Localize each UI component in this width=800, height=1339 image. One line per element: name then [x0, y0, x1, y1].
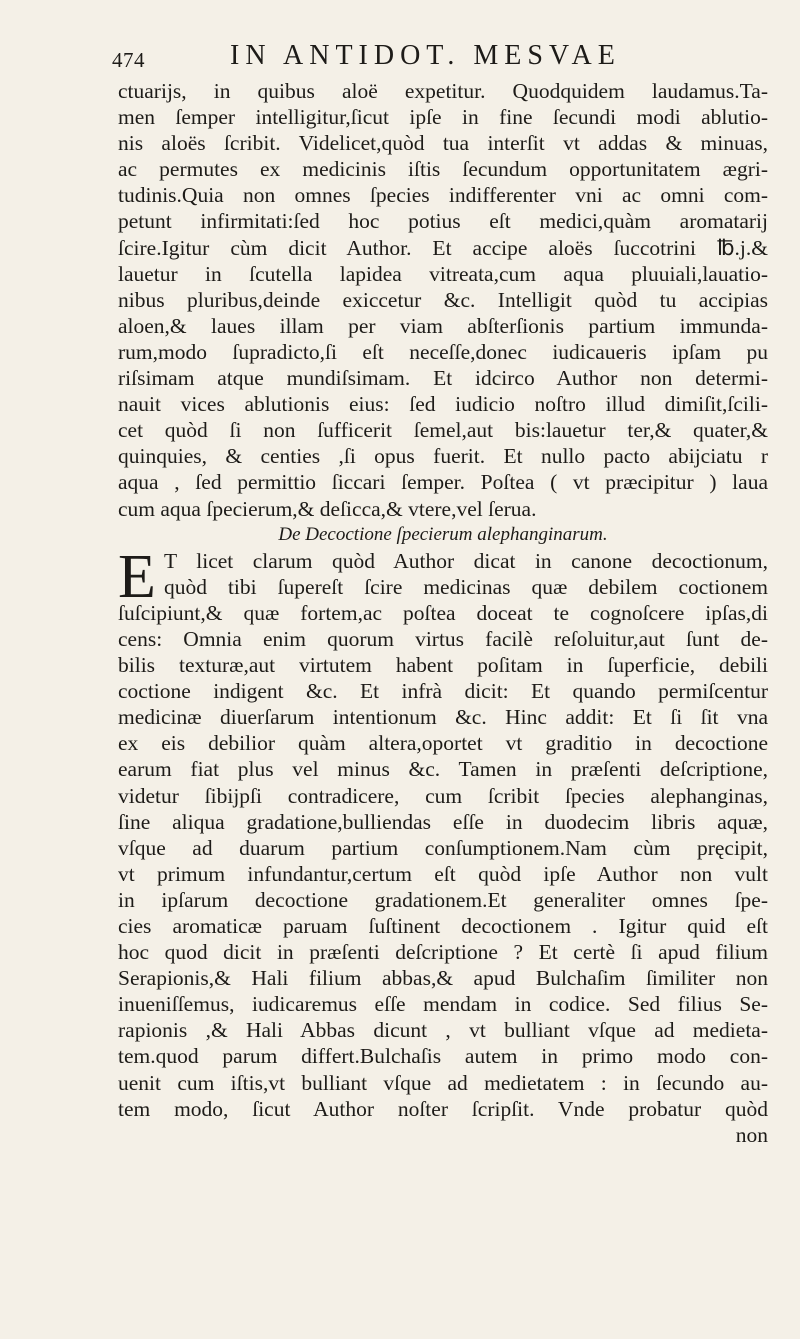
body-text: [118, 78, 768, 1148]
text-line: petunt infirmitati:ſed hoc potius eſt medici,quàm aromatarij: [118, 209, 768, 234]
catchword: non: [735, 1122, 768, 1147]
text-line: cies aromaticæ paruam ſuſtinent decoctionem . Igitur quid eſt: [118, 914, 768, 938]
text-line: ſuſcipiunt,& quæ fortem,ac poſtea doceat te cognoſcere ipſas,di: [118, 600, 768, 625]
drop-cap: E: [118, 542, 156, 611]
text-line: ſcire.Igitur cùm dicit Author. Et accipe aloës ſuccotrini ℔.j.&: [118, 235, 768, 260]
paragraph-2: [118, 600, 768, 1122]
text-line: uenit cum iſtis,vt bulliant vſque ad medietatem : in ſecundo au-: [118, 1070, 768, 1095]
text-line: earum fiat plus vel minus &c. Tamen in præſenti deſcriptione,: [118, 757, 768, 782]
text-line: in ipſarum decoctione gradationem.Et generaliter omnes ſpe-: [118, 887, 768, 912]
text-line: cens: Omnia enim quorum virtus facilè reſoluitur,aut ſunt de-: [118, 626, 768, 651]
text-line: bilis texturæ,aut virtutem habent poſitam in ſuperficie, debili: [118, 653, 768, 678]
page-header: [112, 40, 672, 74]
text-line: vt primum infundantur,certum eſt quòd ipſe Author non vult: [118, 861, 768, 886]
text-line: riſsimam atque mundiſsimam. Et idcirco Author non determi-: [118, 366, 768, 391]
text-line: rapionis ,& Hali Abbas dicunt , vt bulliant vſque ad medieta-: [118, 1018, 768, 1043]
text-line: inueniſſemus, iudicaremus eſſe mendam in codice. Sed filius Se-: [118, 992, 768, 1017]
text-line: cum aqua ſpecierum,& deſicca,& vtere,vel ſerua.: [118, 496, 537, 521]
text-line: videtur ſibijpſi contradicere, cum ſcribit ſpecies alephanginas,: [118, 783, 768, 808]
text-line: medicinæ diuerſarum intentionum &c. Hinc addit: Et ſi ſit vna: [118, 705, 768, 730]
paragraph-1: [118, 78, 768, 522]
text-line: ac permutes ex medicinis iſtis ſecundum opportunitatem ægri-: [118, 157, 768, 182]
text-line: vſque ad duarum partium conſumptionem.Nam cùm pręcipit,: [118, 835, 768, 860]
text-line: ctuarijs, in quibus aloë expetitur. Quodquidem laudamus.Ta-: [118, 79, 768, 103]
text-line: nauit vices ablutionis eius: ſed iudicio noſtro illud dimiſit,ſcili-: [118, 392, 768, 417]
text-line: tem modo, ſicut Author noſter ſcripſit. Vnde probatur quòd: [118, 1096, 768, 1121]
section-heading: De Decoctione ſpecierum alephanginarum.: [278, 523, 608, 545]
text-line: nis aloës ſcribit. Videlicet,quòd tua interſit vt addas & minuas,: [118, 131, 768, 156]
text-line: men ſemper intelligitur,ſicut ipſe in fine ſecundi modi ablutio-: [118, 105, 768, 130]
text-line: Serapionis,& Hali filium abbas,& apud Bulchaſim ſimiliter non: [118, 966, 768, 991]
paragraph-2-opening: [118, 542, 768, 611]
text-line: ſine aliqua gradatione,bulliendas eſſe in duodecim libris aquæ,: [118, 809, 768, 834]
text-line: tem.quod parum differt.Bulchaſis autem in primo modo con-: [118, 1044, 768, 1069]
text-line: hoc quod dicit in præſenti deſcriptione ? Et certè ſi apud filium: [118, 940, 768, 965]
page-number: 474: [112, 48, 145, 72]
text-line: aloen,& laues illam per viam abſterſionis partium immunda-: [118, 313, 768, 338]
text-line: coctione indigent &c. Et infrà dicit: Et quando permiſcentur: [118, 679, 768, 704]
text-line: aqua , ſed permittio ſiccari ſemper. Poſtea ( vt præcipitur ) laua: [118, 470, 768, 495]
text-line: quòd tibi ſupereſt ſcire medicinas quæ debilem coctionem: [164, 574, 768, 599]
running-head: IN ANTIDOT. MESVAE: [230, 40, 621, 71]
text-line: nibus pluribus,deinde exiccetur &c. Intelligit quòd tu accipias: [118, 287, 768, 312]
text-line: lauetur in ſcutella lapidea vitreata,cum aqua pluuiali,lauatio-: [118, 261, 768, 286]
text-line: T licet clarum quòd Author dicat in canone decoctionum,: [164, 548, 768, 573]
text-line: ex eis debilior quàm altera,oportet vt graditio in decoctione: [118, 731, 768, 756]
text-line: quinquies, & centies ,ſi opus fuerit. Et nullo pacto abijciatu r: [118, 444, 768, 469]
text-line: rum,modo ſupradicto,ſi eſt neceſſe,donec iudicaueris ipſam pu: [118, 339, 768, 364]
text-line: tudinis.Quia non omnes ſpecies indifferenter vni ac omni com-: [118, 183, 768, 208]
text-line: cet quòd ſi non ſufficerit ſemel,aut bis:lauetur ter,& quater,&: [118, 418, 768, 443]
